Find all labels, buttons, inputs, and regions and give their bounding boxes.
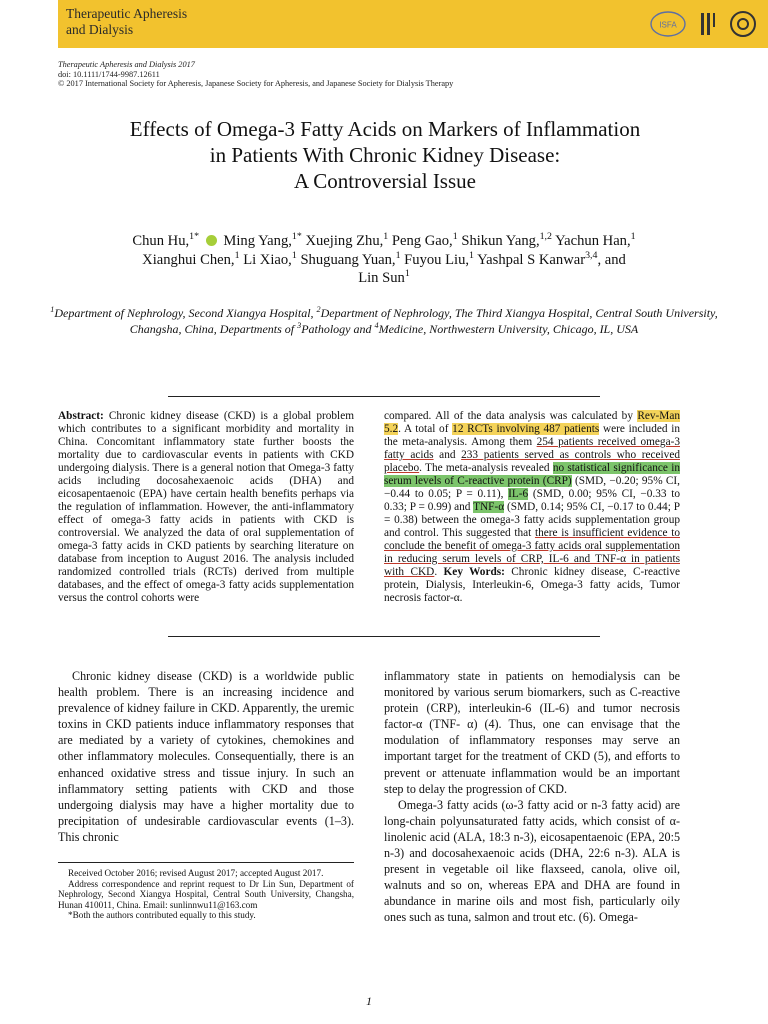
journal-name: Therapeutic Apheresis and Dialysis <box>66 6 188 37</box>
affiliations: $^1$Department of Nephrology, Second Xiangya Hospital, $^2$Department of Nephrology, The Third Xiangya Hospital, Central South University, Changsha, China, Departments of $^3$Pathology and $^4$Medicine, Northwestern University, Chicago, IL, USA <box>50 305 718 336</box>
highlight-revman: Rev-Man 5.2 <box>384 410 680 435</box>
orcid-icon[interactable] <box>206 235 217 246</box>
keywords-text: Chronic kidney disease, C-reactive protein, Dialysis, Interleukin-6, Omega-3 fatty acids, Tumor necrosis factor-α. <box>384 566 680 604</box>
abstract-left-column <box>58 410 354 605</box>
abstract-top-rule <box>168 396 600 397</box>
footnote <box>58 868 354 921</box>
footnote-rule <box>58 862 354 863</box>
highlight-rcts: 12 RCTs involving 487 patients <box>452 423 600 435</box>
highlight-il6: IL-6 <box>508 488 529 500</box>
body-left-column <box>58 668 354 845</box>
article-title: Effects of Omega-3 Fatty Acids on Markers of Inflammation in Patients With Chronic Kidney Disease: A Controversial Issue <box>129 117 641 193</box>
abstract-text: Chronic kidney disease (CKD) is a global problem which contributes to a significant morbidity and mortality in China. Concomitant inflammatory state further boosts the mortality due to cardiovascular events in patients with CKD undergoing dialysis. There is a general notion that Omega-3 fatty acids including docosahexaenoic acids (DHA) and eicosapentaenoic (EPA) have certain health benefits perhaps via the regulation of inflammation. However, the anti-inflammatory effect of omega-3 fatty acids in patients with CKD is controversial. We analyzed the data of oral supplementation of omega-3 fatty acids in CKD patients by searching literature on database from inception to August 2016. The analysis included randomized controlled trials (RCTs) derived from multiple databases, and the effect of omega-3 fatty acids supplementation versus the control cohorts were <box>58 410 354 604</box>
jsa-logo <box>698 9 718 39</box>
keywords-label: Key Words: <box>443 566 505 578</box>
correspondence: Address correspondence and reprint request to Dr Lin Sun, Department of Nephrology, Second Xiangya Hospital, Central South University, Changsha, Hunan 410011, China. Email: sunlinnwu11@163.com <box>58 878 354 910</box>
society-logos <box>648 8 758 40</box>
journal-year: Therapeutic Apheresis and Dialysis 2017 <box>58 60 195 69</box>
equal-contribution-note: *Both the authors contributed equally to this study. <box>68 910 256 921</box>
highlight-tnf: TNF-α <box>473 501 505 513</box>
underline-omega-group: 254 patients received omega-3 fatty acids <box>384 436 680 461</box>
doi: doi: 10.1111/1744-9987.12611 <box>58 69 160 79</box>
page-number: 1 <box>366 994 372 1008</box>
received-dates: Received October 2016; revised August 2017; accepted August 2017. <box>68 868 324 878</box>
abstract-label: Abstract: <box>58 410 104 422</box>
abstract-right-column: compared. All of the data analysis was calculated by Rev-Man 5.2. A total of 12 RCTs involving 487 patients were included in the meta-analysis. Among them 254 patients received omega-3 fatty acids and 233 patients served as controls who received placebo. The meta-analysis revealed no statistical significance in serum levels of C-reactive protein (CRP) (SMD, −0.20; 95% CI, −0.44 to 0.05; P = 0.11), IL-6 (SMD, 0.00; 95% CI, −0.33 to 0.33; P = 0.99) and TNF-α (SMD, 0.14; 95% CI, −0.17 to 0.44; P = 0.38) between the omega-3 fatty acids supplementation group and control. This suggested that there is insufficient evidence to conclude the benefit of omega-3 fatty acids oral supplementation in reducing serum levels of CRP, IL-6 and TNF-α in patients with CKD. Key Words: Chronic kidney disease, C-reactive protein, Dialysis, Interleukin-6, Omega-3 fatty acids, Tumor necrosis factor-α. <box>384 410 681 604</box>
highlight-crp: no statistical significance in serum levels of C-reactive protein (CRP) <box>384 462 680 487</box>
underline-conclusion: there is insufficient evidence to conclude the benefit of omega-3 fatty acids oral supplementation in reducing serum levels of CRP, IL-6 and TNF-α in patients with CKD <box>384 527 680 578</box>
body-paragraph: inflammatory state in patients on hemodialysis can be monitored by various serum biomarkers, such as C-reactive protein (CRP), interleukin-6 (IL-6) and tumor necrosis factor-α (TNF- α) (4). Thus, one can envisage that the modulation of inflammatory responses may serve an important target for the treatment of CKD (5), and efforts to prevent or attenuate inflammation would be an important step to delay the progression of CKD. <box>384 669 680 796</box>
article-meta <box>58 60 453 89</box>
jsdt-logo <box>728 9 758 39</box>
body-right-column <box>384 668 680 926</box>
journal-banner <box>58 0 768 48</box>
abstract-bottom-rule <box>168 636 600 637</box>
underline-control-group: 233 patients served as controls who received placebo <box>384 449 680 474</box>
author-list: Chun Hu,$^{1*}$ Ming Yang,$^{1*}$ Xuejing Zhu,$^1$ Peng Gao,$^1$ Shikun Yang,$^{1,2}$ Yachun Han,$^1$ Xianghui Chen,$^1$ Li Xiao,$^1$ Shuguang Yuan,$^1$ Fuyou Liu,$^1$ Yashpal S Kanwar$^{3,4}$, and Lin Sun$^1$ <box>132 231 636 286</box>
isfa-logo-text: ISFA <box>659 20 677 30</box>
body-paragraph: Omega-3 fatty acids (ω-3 fatty acid or n-3 fatty acid) are long-chain polyunsaturated fatty acids, which consist of α-linolenic acid (ALA, 18:3 n-3), eicosapentaenoic (EPA, 20:5 n-3) and docosahexaenoic acids (DHA, 22:6 n-3). ALA is present in vegetable oil like flaxseed, canola, olive oil, walnuts and so on, whereas EPA and DHA are found in abundance in marine oils and most fish, particularly oily ones such as tuna, salmon and trout etc. (6). Omega- <box>384 797 680 925</box>
copyright: © 2017 International Society for Apheresis, Japanese Society for Apheresis, and Japanese Society for Dialysis Therapy <box>58 79 454 89</box>
body-paragraph: Chronic kidney disease (CKD) is a worldwide public health problem. There is an increasing incidence and prevalence of kidney failure in CKD. Apparently, the uremic toxins in CKD patients induce inflammatory responses that are mediated by a variety of cytokines, chemokines and other inflammatory molecules. Consequentially, there is an enhanced oxidative stress and tissue injury. In such an inflammatory setting patients with CKD and those undergoing dialysis may have a higher mortality due to precipitation of undesirable cardiovascular events (1–3). This chronic <box>58 669 354 844</box>
isfa-logo <box>648 9 688 39</box>
